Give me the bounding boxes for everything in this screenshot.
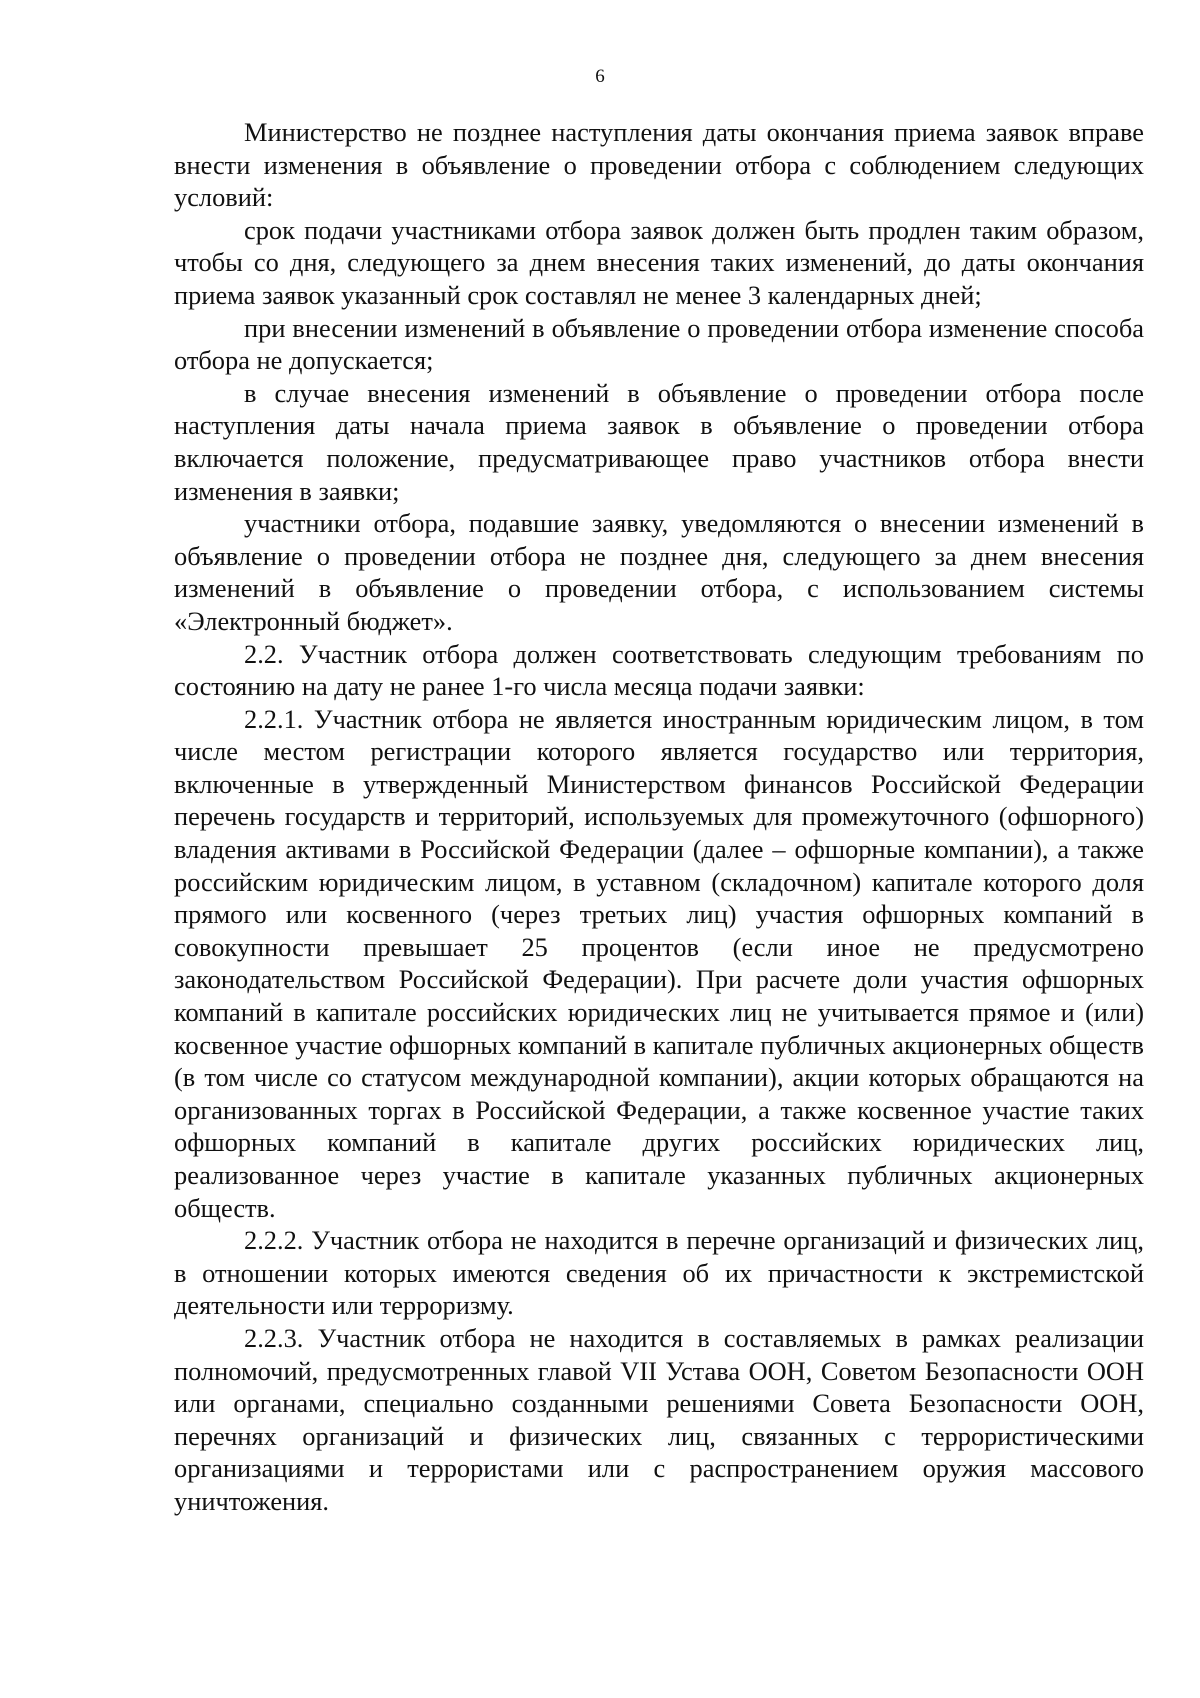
paragraph-2-2-1: 2.2.1. Участник отбора не является иностранным юридическим лицом, в том числе местом регистрации которого является государство или территория, включенные в утвержденный Министерством финансов Российской Федерации перечень государств и территорий, используемых для промежуточного (офшорного) владения активами в Российской Федерации (далее – офшорные компании), а также российским юридическим лицом, в уставном (складочном) капитале которого доля прямого или косвенного (через третьих лиц) участия офшорных компаний в совокупности превышает 25 процентов (если иное не предусмотрено законодательством Российской Федерации). При расчете доли участия офшорных компаний в капитале российских юридических лиц не учитывается прямое и (или) косвенное участие офшорных компаний в капитале публичных акционерных обществ (в том числе со статусом международной компании), акции которых обращаются на организованных торгах в Российской Федерации, а также косвенное участие таких офшорных компаний в капитале других российских юридических лиц, реализованное через участие в капитале указанных публичных акционерных обществ. <box>174 703 1144 1223</box>
paragraph-2-2-2: 2.2.2. Участник отбора не находится в перечне организаций и физических лиц, в отношении которых имеются сведения об их причастности к экстремистской деятельности или терроризму. <box>174 1225 1144 1321</box>
paragraph-amendment-conditions: Министерство не позднее наступления даты окончания приема заявок вправе внести изменения в объявление о проведении отбора с соблюдением следующих условий: <box>174 117 1144 213</box>
paragraph-deadline-extension: срок подачи участниками отбора заявок должен быть продлен таким образом, чтобы со дня, следующего за днем внесения таких изменений, до даты окончания приема заявок указанный срок составлял не менее 3 календарных дней; <box>174 214 1144 310</box>
paragraph-amendment-after-start: в случае внесения изменений в объявление о проведении отбора после наступления даты начала приема заявок в объявление о проведении отбора включается положение, предусматривающее право участников отбора внести изменения в заявки; <box>174 377 1144 506</box>
paragraph-method-change: при внесении изменений в объявление о проведении отбора изменение способа отбора не допускается; <box>174 312 1144 376</box>
paragraph-participant-notification: участники отбора, подавшие заявку, уведомляются о внесении изменений в объявление о проведении отбора не позднее дня, следующего за днем внесения изменений в объявление о проведении отбора, с использованием системы «Электронный бюджет». <box>174 508 1144 636</box>
document-body <box>174 116 1144 1518</box>
paragraph-2-2: 2.2. Участник отбора должен соответствовать следующим требованиям по состоянию на дату не ранее 1-го числа месяца подачи заявки: <box>174 638 1144 702</box>
paragraph-2-2-3: 2.2.3. Участник отбора не находится в составляемых в рамках реализации полномочий, предусмотренных главой VII Устава ООН, Советом Безопасности ООН или органами, специально созданными решениями Совета Безопасности ООН, перечнях организаций и физических лиц, связанных с террористическими организациями и террористами или с распространением оружия массового уничтожения. <box>174 1322 1144 1516</box>
page-number: 6 <box>595 66 605 87</box>
